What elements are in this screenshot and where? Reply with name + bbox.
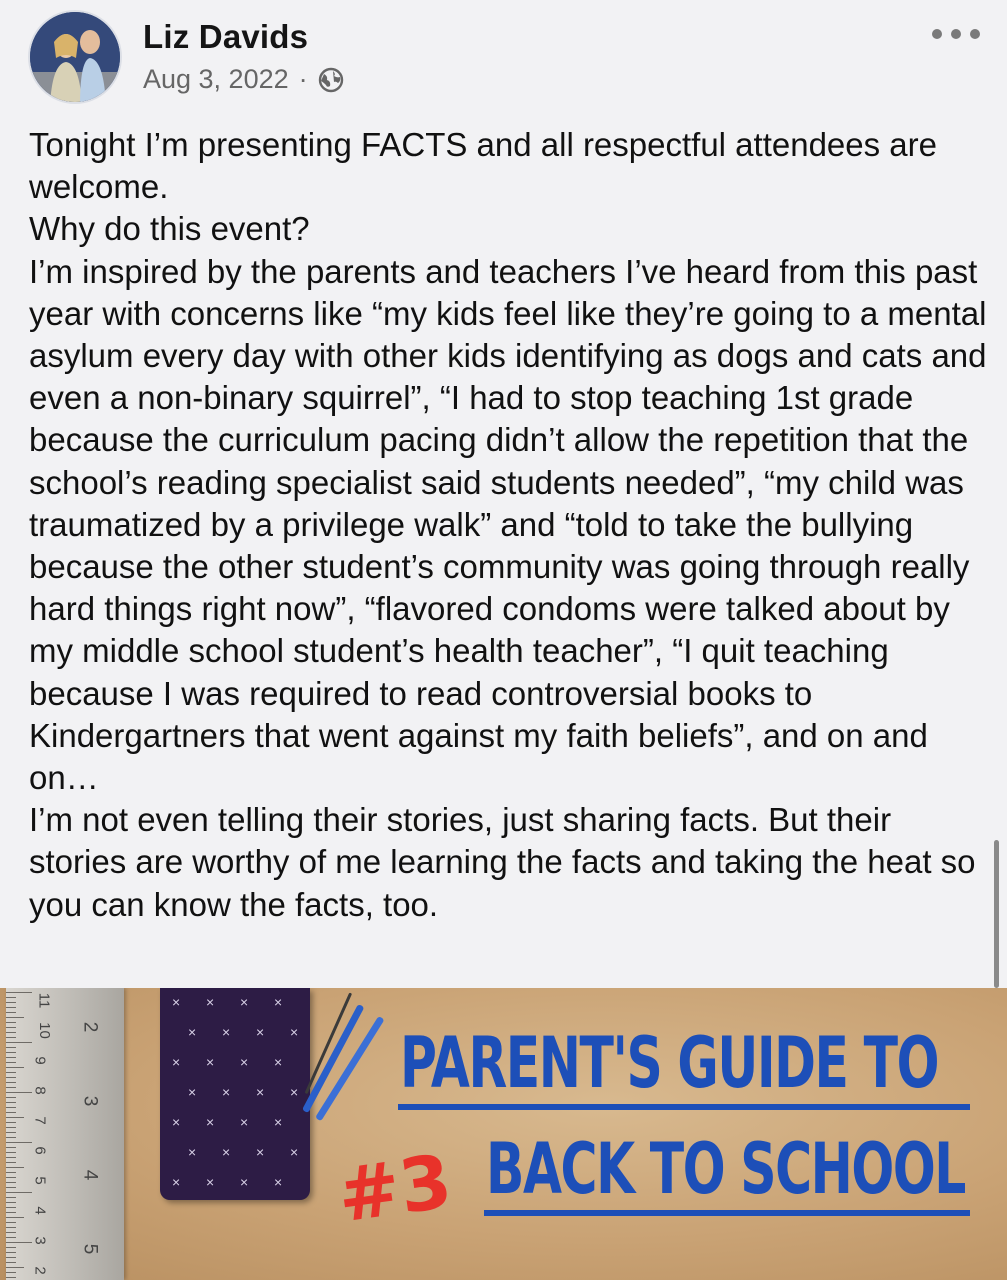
- ruler-tick: [6, 1062, 16, 1063]
- pattern-mark: ×: [222, 1084, 231, 1100]
- pattern-mark: ×: [206, 1174, 215, 1190]
- pattern-mark: ×: [240, 1114, 249, 1130]
- ruler-tick: [6, 1127, 16, 1128]
- ruler-tick: [6, 1267, 24, 1268]
- pattern-mark: ×: [290, 1024, 299, 1040]
- pattern-mark: ×: [188, 1084, 197, 1100]
- ruler-tick: [6, 1122, 16, 1123]
- ruler-tick: [6, 1277, 16, 1278]
- post-body: [29, 124, 989, 926]
- ruler-tick: [6, 1177, 16, 1178]
- ruler-tick: [6, 1057, 16, 1058]
- avatar-photo: [30, 12, 122, 104]
- ruler-tick: [6, 992, 32, 993]
- ruler-tick: [6, 1227, 16, 1228]
- ruler-tick: [6, 1022, 16, 1023]
- pattern-mark: ×: [222, 1144, 231, 1160]
- profile-avatar[interactable]: [28, 10, 122, 104]
- ruler-number: 5: [31, 1176, 49, 1185]
- pattern-mark: ×: [290, 1144, 299, 1160]
- title-underline: [484, 1210, 970, 1216]
- pattern-mark: ×: [206, 994, 215, 1010]
- pencil-pouch-illustration: [160, 988, 310, 1200]
- pattern-mark: ×: [274, 1054, 283, 1070]
- ruler-tick: [6, 1147, 16, 1148]
- post-paragraph: Tonight I’m presenting FACTS and all respectful attendees are welcome.: [29, 126, 937, 206]
- pattern-mark: ×: [172, 1114, 181, 1130]
- ruler-number: 9: [31, 1056, 49, 1065]
- scrollbar-thumb[interactable]: [994, 840, 999, 988]
- ruler-tick: [6, 1137, 16, 1138]
- ruler-tick: [6, 1077, 16, 1078]
- ruler-tick: [6, 1112, 16, 1113]
- ruler-tick: [6, 1102, 16, 1103]
- pattern-mark: ×: [188, 1144, 197, 1160]
- ruler-tick: [6, 1042, 32, 1043]
- pattern-mark: ×: [206, 1114, 215, 1130]
- post-image-banner[interactable]: [0, 988, 1007, 1280]
- ruler-tick: [6, 1217, 24, 1218]
- pattern-mark: ×: [274, 1174, 283, 1190]
- ruler-tick: [6, 1272, 16, 1273]
- pattern-mark: ×: [274, 994, 283, 1010]
- ruler-tick: [6, 1072, 16, 1073]
- ruler-tick: [6, 1187, 16, 1188]
- pattern-mark: ×: [172, 994, 181, 1010]
- ruler-number: 5: [79, 1243, 101, 1255]
- ruler-number: 2: [31, 1266, 49, 1275]
- post-paragraph: Why do this event?: [29, 210, 310, 248]
- ruler-tick: [6, 1132, 16, 1133]
- pattern-mark: ×: [222, 1024, 231, 1040]
- author-name[interactable]: Liz Davids: [143, 18, 309, 55]
- ruler-number: 8: [31, 1086, 49, 1095]
- ruler-tick: [6, 1117, 24, 1118]
- ruler-number: 2: [79, 1021, 101, 1033]
- ruler-tick: [6, 1192, 32, 1193]
- ruler-tick: [6, 1252, 16, 1253]
- banner-title-line2: BACK TO SCHOOL: [486, 1128, 965, 1210]
- ruler-tick: [6, 1047, 16, 1048]
- pattern-mark: ×: [240, 994, 249, 1010]
- ruler-tick: [6, 1262, 16, 1263]
- post-header: [0, 0, 1007, 112]
- ruler-tick: [6, 1107, 16, 1108]
- title-underline: [398, 1104, 970, 1110]
- ruler-number: 10: [35, 1022, 53, 1039]
- pattern-mark: ×: [290, 1084, 299, 1100]
- post-meta: [143, 64, 344, 95]
- pattern-mark: ×: [256, 1144, 265, 1160]
- ruler-tick: [6, 1182, 16, 1183]
- post-paragraph: I’m inspired by the parents and teachers I’ve heard from this past year with concerns like “my kids feel like they’re going to a mental asylum every day with other kids identifying as dogs and cats and even a non-binary squirrel”, “I had to stop teaching 1st grade because the curriculum pacing didn’t allow the repetition that the school’s reading specialist said students needed”, “my child was traumatized by a privilege walk” and “told to take the bullying because the other student’s community was going through really hard things right now”, “flavored condoms were talked about by my middle school student’s health teacher”, “I quit teaching because I was required to read controversial books to Kindergartners that went against my faith beliefs”, and on and on…: [29, 252, 987, 797]
- ruler-number: 11: [35, 992, 53, 1009]
- ruler-number: 3: [31, 1236, 49, 1245]
- ruler-tick: [6, 1082, 16, 1083]
- ruler-tick: [6, 1032, 16, 1033]
- ruler-tick: [6, 1257, 16, 1258]
- ruler-tick: [6, 1017, 24, 1018]
- ruler-tick: [6, 1172, 16, 1173]
- ruler-illustration: [6, 988, 124, 1280]
- ruler-tick: [6, 1167, 24, 1168]
- ruler-number: 4: [79, 1169, 101, 1181]
- pattern-mark: ×: [256, 1024, 265, 1040]
- pattern-mark: ×: [206, 1054, 215, 1070]
- banner-title-line1: PARENT'S GUIDE TO: [400, 1022, 938, 1104]
- ruler-number: 6: [31, 1146, 49, 1155]
- ruler-tick: [6, 1142, 32, 1143]
- ruler-tick: [6, 1002, 16, 1003]
- pattern-mark: ×: [172, 1174, 181, 1190]
- ruler-tick: [6, 1202, 16, 1203]
- meta-separator: ·: [298, 64, 308, 94]
- ruler-tick: [6, 1232, 16, 1233]
- ruler-tick: [6, 997, 16, 998]
- ruler-tick: [6, 1052, 16, 1053]
- banner-badge: #3: [332, 1138, 457, 1240]
- ruler-tick: [6, 1157, 16, 1158]
- pattern-mark: ×: [256, 1084, 265, 1100]
- ruler-tick: [6, 1207, 16, 1208]
- ruler-tick: [6, 1247, 16, 1248]
- ruler-number: 7: [31, 1116, 49, 1125]
- ruler-tick: [6, 1067, 24, 1068]
- pattern-mark: ×: [240, 1174, 249, 1190]
- ruler-tick: [6, 1242, 32, 1243]
- ruler-tick: [6, 1092, 32, 1093]
- ruler-tick: [6, 1087, 16, 1088]
- ruler-tick: [6, 1212, 16, 1213]
- ruler-tick: [6, 1012, 16, 1013]
- more-options-icon[interactable]: [932, 22, 980, 46]
- ruler-tick: [6, 1037, 16, 1038]
- ruler-tick: [6, 1097, 16, 1098]
- ruler-tick: [6, 1222, 16, 1223]
- ruler-tick: [6, 1007, 16, 1008]
- ruler-tick: [6, 1027, 16, 1028]
- globe-icon[interactable]: [318, 67, 344, 93]
- pattern-mark: ×: [274, 1114, 283, 1130]
- ruler-tick: [6, 1197, 16, 1198]
- post-paragraph: I’m not even telling their stories, just sharing facts. But their stories are worthy of me learning the facts and taking the heat so you can know the facts, too.: [29, 801, 976, 923]
- ruler-tick: [6, 1152, 16, 1153]
- pattern-mark: ×: [172, 1054, 181, 1070]
- ruler-tick: [6, 1237, 16, 1238]
- pattern-mark: ×: [240, 1054, 249, 1070]
- pattern-mark: ×: [188, 1024, 197, 1040]
- ruler-number: 3: [79, 1095, 101, 1107]
- ruler-number: 4: [31, 1206, 49, 1215]
- post-date[interactable]: Aug 3, 2022: [143, 64, 289, 94]
- ruler-tick: [6, 1162, 16, 1163]
